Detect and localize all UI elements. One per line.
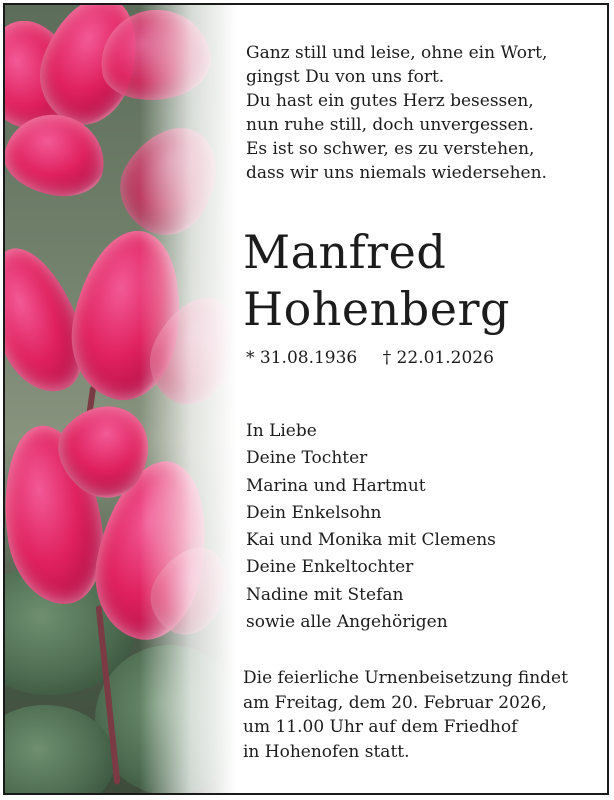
service-line: um 11.00 Uhr auf dem Friedhof [243,717,518,737]
mourner-line: Deine Tochter [246,448,368,469]
service-line: in Hohenofen statt. [243,741,410,762]
poem-line: Es ist so schwer, es zu verstehen, [246,139,535,159]
funeral-service-info [243,666,568,764]
mourner-line: Marina und Hartmut [246,475,426,496]
last-name: Hohenberg [243,282,510,336]
mourners-list [246,418,496,636]
mourner-line: Deine Enkeltochter [246,557,414,578]
mourner-line: sowie alle Angehörigen [246,612,448,633]
poem-line: Ganz still und leise, ohne ein Wort, [246,43,548,63]
poem-line: gingst Du von uns fort. [246,67,445,87]
life-dates [246,346,514,370]
mourner-line: In Liebe [246,421,317,441]
first-name: Manfred [243,225,447,279]
mourner-line: Kai und Monika mit Clemens [246,530,496,551]
service-line: Die feierliche Urnenbeisetzung findet [243,668,568,688]
poem-line: Du hast ein gutes Herz besessen, [246,91,534,111]
mourner-line: Nadine mit Stefan [246,584,404,605]
mourner-line: Dein Enkelsohn [246,502,382,523]
cyclamen-flower-image [5,5,237,793]
death-date: † 22.01.2026 [382,348,494,368]
obituary-card [3,3,609,795]
image-fade-overlay [5,5,237,793]
poem-line: dass wir uns niemals wiedersehen. [246,163,547,183]
birth-date: * 31.08.1936 [246,348,358,368]
deceased-name [243,224,510,338]
memorial-poem [246,41,601,185]
service-line: am Freitag, dem 20. Februar 2026, [243,692,547,713]
poem-line: nun ruhe still, doch unvergessen. [246,115,534,135]
